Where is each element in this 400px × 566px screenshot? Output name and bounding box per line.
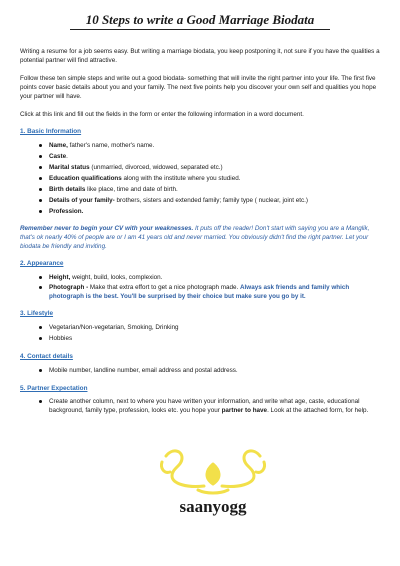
section-heading-contact-details[interactable]: 4. Contact details xyxy=(20,353,73,360)
item-text: Make that extra effort to get a nice photograph made. xyxy=(88,284,240,291)
list-item xyxy=(49,206,380,217)
list-item xyxy=(49,184,380,195)
item-text: weight, build, looks, complexion. xyxy=(70,274,163,281)
section-heading-basic-information[interactable]: 1. Basic Information xyxy=(20,128,82,135)
basic-information-list xyxy=(20,140,380,217)
list-item: Mobile number, landline number, email address and postal address. xyxy=(49,365,380,376)
intro-paragraph-2: Follow these ten simple steps and write out a good biodata- something that will invite the right partner into your life. The first five points cover basic details about you and your family. The next five points help you discover your own self and qualities you hope your partner will have. xyxy=(20,75,377,100)
item-label: Birth details xyxy=(49,186,86,193)
list-item xyxy=(49,173,380,184)
item-label: Education qualifications xyxy=(49,175,122,182)
section-heading-partner-expectation[interactable]: 5. Partner Expectation xyxy=(20,385,88,392)
item-label: partner to have xyxy=(221,407,268,414)
callout-text: It puts off the reader! Don't start with saying you are a Manglik, that's ok nearly 40% of people are or I am 41 years old and never married. You obviously didn't find the right partner. Let your biodata be friendly and inviting. xyxy=(20,225,370,250)
item-highlight: Always ask friends and family which photograph is the best. You'll be surprised by their choice but make sure you go by it. xyxy=(49,284,350,300)
logo-wordmark: saanyogg xyxy=(179,497,247,516)
item-text: like place, time and date of birth. xyxy=(85,186,178,193)
list-item: Hobbies xyxy=(49,333,380,344)
item-text: . Look at the attached form, for help. xyxy=(267,407,369,414)
item-label: Caste xyxy=(49,153,67,160)
intro-paragraph-1: Writing a resume for a job seems easy. But writing a marriage biodata, you keep postponing it, not sure if you have the qualities a potential partner will find attractive. xyxy=(20,48,380,64)
list-item xyxy=(49,151,380,162)
item-text: (unmarried, divorced, widowed, separated etc.) xyxy=(89,164,223,171)
item-text: father's name, mother's name. xyxy=(67,142,155,149)
list-item xyxy=(49,162,380,173)
lifestyle-list xyxy=(20,322,380,344)
section-heading-lifestyle[interactable]: 3. Lifestyle xyxy=(20,310,54,317)
item-text: Create another column, next to where you have written your information, and write what age, caste, educational background, family type, profession, looks etc. you hope your xyxy=(49,398,360,414)
saanyogg-logo xyxy=(158,444,268,520)
appearance-list xyxy=(20,272,380,301)
list-item xyxy=(49,397,380,415)
item-label: Details of your family- xyxy=(49,197,115,204)
item-label: Photograph - xyxy=(49,284,89,291)
callout-paragraph xyxy=(20,224,380,251)
item-label: Name, xyxy=(49,142,68,149)
item-label: Height, xyxy=(49,274,71,281)
item-text: brothers, sisters and extended family; family type ( nuclear, joint etc.) xyxy=(114,197,308,204)
document-title: 10 Steps to write a Good Marriage Biodata xyxy=(70,12,330,30)
intro-paragraph-3: Click at this link and fill out the fields in the form or enter the following information in a word document. xyxy=(20,111,304,118)
item-text: . xyxy=(66,153,68,160)
item-text: along with the institute where you studied. xyxy=(121,175,241,182)
list-item xyxy=(49,195,380,206)
list-item: Vegetarian/Non-vegetarian, Smoking, Drinking xyxy=(49,322,380,333)
section-heading-appearance[interactable]: 2. Appearance xyxy=(20,260,64,267)
list-item xyxy=(49,140,380,151)
callout-bold: Remember never to begin your CV with your weaknesses. xyxy=(20,225,194,232)
item-label: Profession. xyxy=(49,208,84,215)
ornament-icon xyxy=(161,451,264,493)
contact-details-list xyxy=(20,365,380,376)
item-label: Marital status xyxy=(49,164,90,171)
partner-expectation-list xyxy=(20,397,380,415)
list-item xyxy=(49,272,380,283)
list-item xyxy=(49,283,380,301)
